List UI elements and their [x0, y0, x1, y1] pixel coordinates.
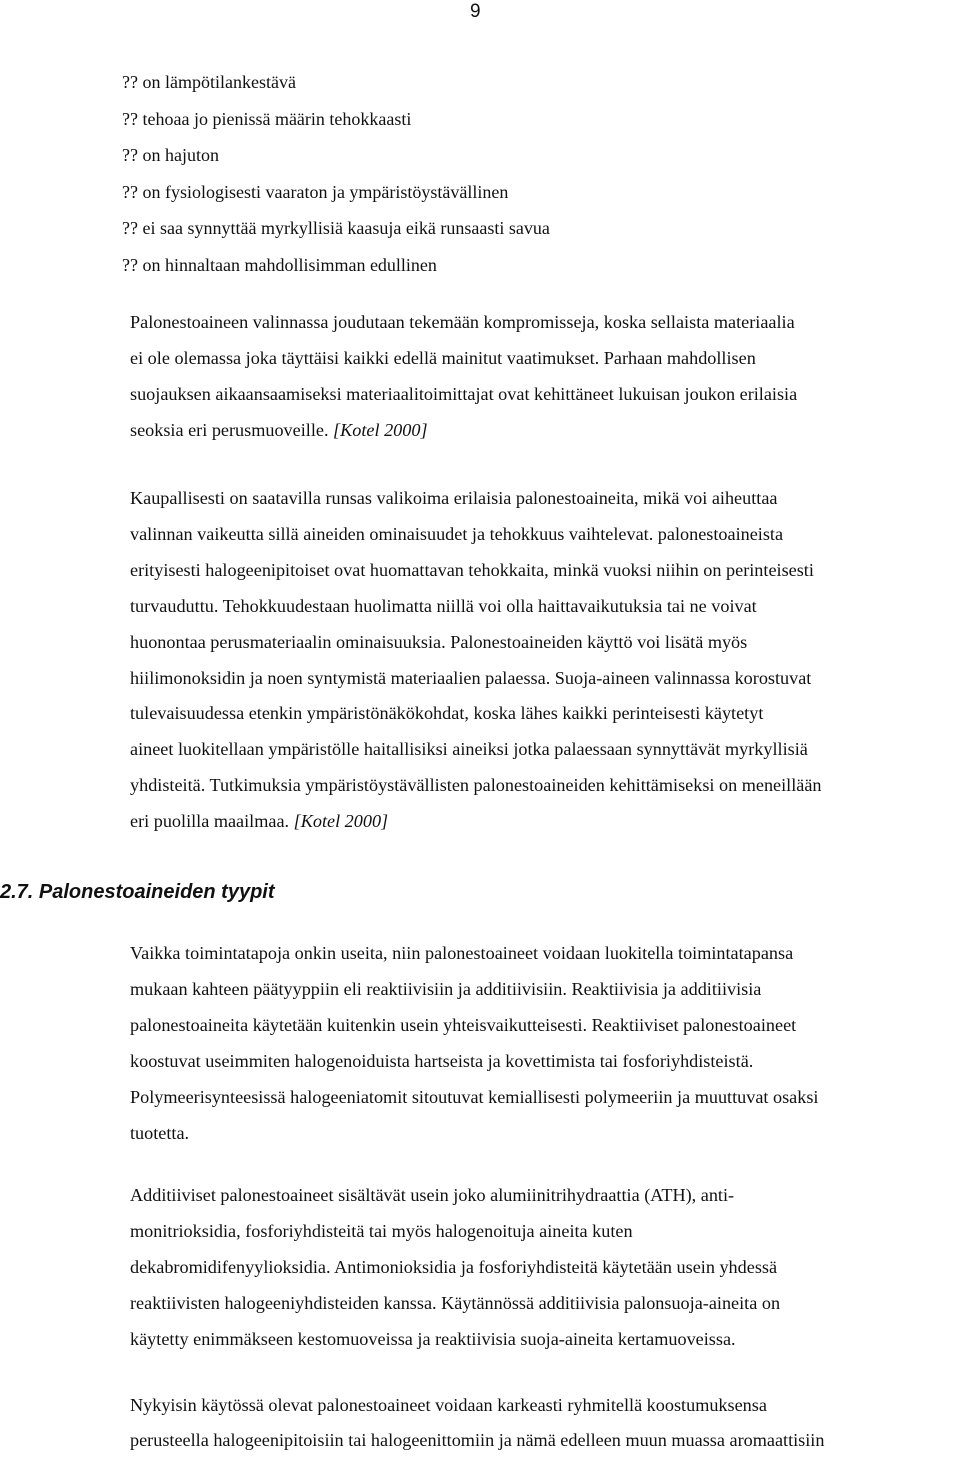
text-line: eri puolilla maailmaa. — [130, 811, 294, 832]
list-item: ?? on hinnaltaan mahdollisimman edullinen — [122, 254, 437, 275]
text-line: seoksia eri perusmuoveille. — [130, 419, 334, 440]
text-line: Palonestoaineen valinnassa joudutaan tekemään kompromisseja, koska sellaista materiaalia — [130, 312, 795, 332]
text-line-with-citation — [130, 804, 955, 840]
list-item: ?? on lämpötilankestävä — [122, 72, 296, 92]
text-line: turvauduttu. Tehokkuudestaan huolimatta niillä voi olla haittavaikutuksia tai ne voivat — [130, 595, 757, 616]
text-line: koostuvat useimmiten halogenoiduista hartseista ja kovettimista tai fosforiyhdisteistä. — [130, 1051, 754, 1071]
list-item: ?? on hajuton — [122, 145, 219, 166]
list-item: ?? on fysiologisesti vaaraton ja ympäristöystävällinen — [122, 181, 509, 202]
text-line: Kaupallisesti on saatavilla runsas valikoima erilaisia palonestoaineita, mikä voi aiheuttaa — [130, 488, 778, 508]
list-item: ?? ei saa synnyttää myrkyllisiä kaasuja eikä runsaasti savua — [122, 218, 550, 239]
text-line: erityisesti halogeenipitoiset ovat huomattavan tehokkaita, minkä vuoksi niihin on perinteisesti — [130, 559, 814, 580]
paragraph-types — [130, 935, 955, 1151]
text-line: dekabromidifenyylioksidia. Antimonioksidia ja fosforiyhdisteitä käytetään usein yhdessä — [130, 1257, 778, 1277]
text-line: valinnan vaikeutta sillä aineiden ominaisuudet ja tehokkuus vaihtelevat. palonestoaineista — [130, 523, 784, 544]
text-line: perusteella halogeenipitoisiin tai halogeenittomiin ja nämä edelleen muun muassa aromaattisiin — [130, 1430, 825, 1451]
text-line: reaktiivisten halogeeniyhdisteiden kanssa. Käytännössä additiivisia palonsuoja-aineita on — [130, 1293, 781, 1313]
page-number: 9 — [470, 1, 481, 22]
citation: [Kotel 2000] — [333, 419, 428, 440]
text-line: suojauksen aikaansaamiseksi materiaalitoimittajat ovat kehittäneet lukuisan joukon erilaisia — [130, 383, 798, 404]
text-line-with-citation — [130, 413, 955, 449]
paragraph-grouping — [130, 1388, 955, 1458]
text-line: tulevaisuudessa etenkin ympäristönäkökohdat, koska lähes kaikki perinteisesti käytetyt — [130, 703, 764, 724]
paragraph-compromise — [130, 305, 955, 449]
text-line: huonontaa perusmateriaalin ominaisuuksia. Palonestoaineiden käyttö voi lisätä myös — [130, 631, 748, 652]
text-line: Nykyisin käytössä olevat palonestoaineet voidaan karkeasti ryhmitellä koostumuksensa — [130, 1395, 767, 1415]
list-item: ?? tehoaa jo pienissä määrin tehokkaasti — [122, 108, 412, 129]
requirements-list — [122, 64, 550, 284]
text-line: Additiiviset palonestoaineet sisältävät usein joko alumiinitrihydraattia (ATH), anti- — [130, 1185, 735, 1205]
section-heading: 2.7. Palonestoaineiden tyypit — [0, 881, 275, 903]
paragraph-commercial — [130, 481, 955, 840]
text-line: Polymeerisynteesissä halogeeniatomit sitoutuvat kemiallisesti polymeeriin ja muuttuvat osaksi — [130, 1087, 819, 1107]
text-line: hiilimonoksidin ja noen syntymistä materiaalien palaessa. Suoja-aineen valinnassa korostuvat — [130, 667, 812, 688]
text-line: yhdisteitä. Tutkimuksia ympäristöystävällisten palonestoaineiden kehittämiseksi on meneillään — [130, 775, 822, 796]
citation: [Kotel 2000] — [293, 811, 389, 832]
text-line: käytetty enimmäkseen kestomuoveissa ja reaktiivisia suoja-aineita kertamuoveissa. — [130, 1329, 736, 1349]
text-line: monitrioksidia, fosforiyhdisteitä tai myös halogenoituja aineita kuten — [130, 1221, 633, 1241]
text-line: ei ole olemassa joka täyttäisi kaikki edellä mainitut vaatimukset. Parhaan mahdollisen — [130, 347, 756, 368]
text-line: mukaan kahteen päätyyppiin eli reaktiivisiin ja additiivisiin. Reaktiivisia ja additiivisia — [130, 979, 762, 999]
text-line: Vaikka toimintatapoja onkin useita, niin palonestoaineet voidaan luokitella toimintatapansa — [130, 943, 794, 963]
text-line: tuotetta. — [130, 1123, 190, 1143]
text-line: aineet luokitellaan ympäristölle haitallisiksi aineiksi jotka palaessaan synnyttävät myrkyllisiä — [130, 739, 808, 760]
paragraph-additives — [130, 1177, 955, 1357]
text-line: palonestoaineita käytetään kuitenkin usein yhteisvaikutteisesti. Reaktiiviset palonestoaineet — [130, 1015, 797, 1035]
